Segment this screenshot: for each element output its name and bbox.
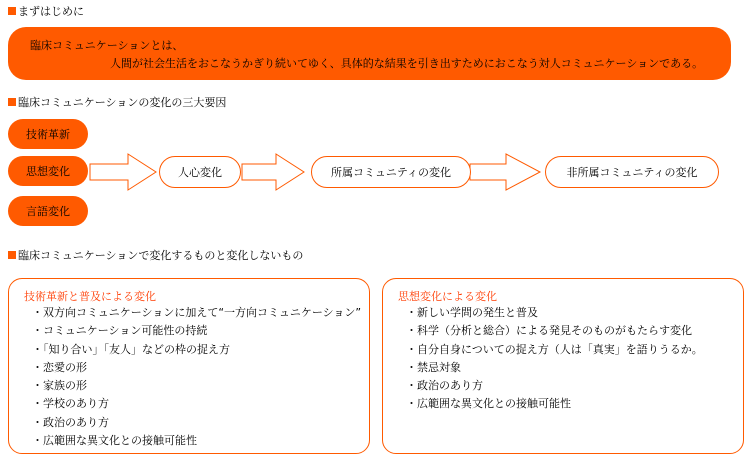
list-item: ・政治のあり方 bbox=[406, 379, 483, 393]
flow-step-own-community: 所属コミュニティの変化 bbox=[311, 156, 471, 188]
section-heading-factors-text: 臨床コミュニケーションの変化の三大要因 bbox=[18, 96, 227, 109]
panel-thought-changes bbox=[382, 278, 744, 454]
list-item: ・コミュニケーション可能性の持続 bbox=[32, 324, 208, 338]
list-item: ・学校のあり方 bbox=[32, 397, 109, 411]
change-list bbox=[406, 304, 703, 414]
arrow-right-icon bbox=[470, 154, 540, 190]
list-item: ・恋愛の形 bbox=[32, 360, 87, 374]
list-item: ・新しい学問の発生と普及 bbox=[406, 306, 538, 319]
list-item: ・禁忌対象 bbox=[406, 360, 461, 374]
flow-step-heart: 人心変化 bbox=[159, 156, 241, 188]
list-item: ・双方向コミュニケーションに加えて“一方向コミュニケーション” bbox=[32, 306, 362, 319]
section-heading-intro-text: まずはじめに bbox=[18, 5, 84, 18]
section-heading-changes bbox=[8, 249, 303, 263]
arrow-right-icon bbox=[90, 154, 156, 190]
definition-line-1: 臨床コミュニケーションとは、 bbox=[30, 39, 184, 52]
square-bullet-icon bbox=[8, 251, 16, 259]
list-item: ・科学（分析と総合）による発見そのものがもたらす変化 bbox=[406, 324, 692, 338]
arrow-right-icon bbox=[242, 154, 304, 190]
flow-step-other-community: 非所属コミュニティの変化 bbox=[545, 156, 719, 188]
factor-language: 言語変化 bbox=[8, 196, 88, 226]
list-item: ・家族の形 bbox=[32, 379, 87, 393]
list-item: ・広範囲な異文化との接触可能性 bbox=[406, 397, 571, 411]
panel-title: 技術革新と普及による変化 bbox=[24, 290, 156, 303]
factor-technology: 技術革新 bbox=[8, 119, 88, 149]
section-heading-changes-text: 臨床コミュニケーションで変化するものと変化しないもの bbox=[18, 249, 304, 262]
list-item: ・広範囲な異文化との接触可能性 bbox=[32, 434, 197, 448]
list-item: ・「知り合い」「友人」などの枠の捉え方 bbox=[32, 342, 230, 356]
panel-title: 思想変化による変化 bbox=[398, 290, 497, 303]
definition-line-2: 人間が社会生活をおこなうかぎり続いてゆく、具体的な結果を引き出すためにおこなう対人コミュニケーションである。 bbox=[110, 57, 704, 70]
factor-thought: 思想変化 bbox=[8, 156, 88, 186]
list-item: ・自分自身についての捉え方（人は「真実」を語りうるか。 bbox=[406, 342, 703, 356]
change-list bbox=[32, 304, 361, 450]
panel-technology-changes bbox=[8, 278, 370, 454]
list-item: ・政治のあり方 bbox=[32, 415, 109, 429]
